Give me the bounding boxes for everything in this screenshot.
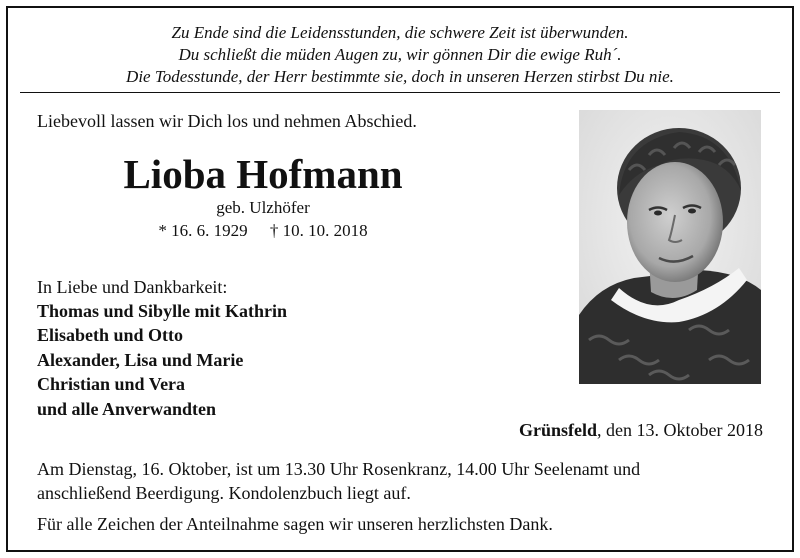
place: Grünsfeld (519, 420, 598, 440)
date: , den 13. Oktober 2018 (597, 420, 763, 440)
mourners-label: In Liebe und Dankbarkeit: (37, 277, 228, 297)
death-date: † 10. 10. 2018 (269, 221, 368, 240)
poem-line: Du schließt die müden Augen zu, wir gönnen Dir die ewige Ruh´. (178, 45, 622, 64)
portrait-photo (579, 110, 761, 384)
service-info (37, 457, 772, 505)
mourners-list (37, 299, 287, 421)
mourner-entry: Elisabeth und Otto (37, 325, 184, 346)
place-date (519, 420, 763, 441)
birth-date: * 16. 6. 1929 (158, 221, 248, 240)
poem-line: Die Todesstunde, der Herr bestimmte sie, doch in unseren Herzen stirbst Du nie. (126, 67, 674, 86)
poem-line: Zu Ende sind die Leidensstunden, die schwere Zeit ist überwunden. (171, 23, 629, 42)
service-line: Am Dienstag, 16. Oktober, ist um 13.30 Uhr Rosenkranz, 14.00 Uhr Seelenamt und (37, 459, 641, 479)
life-dates (0, 221, 526, 241)
born-name: geb. Ulzhöfer (216, 198, 310, 217)
mourner-entry: und alle Anverwandten (37, 398, 217, 419)
mourner-entry: Christian und Vera (37, 374, 186, 395)
divider (20, 92, 780, 93)
deceased-name: Lioba Hofmann (123, 151, 403, 197)
mourner-entry: Thomas und Sibylle mit Kathrin (37, 301, 288, 321)
closing-thanks: Für alle Zeichen der Anteilnahme sagen wir unseren herzlichsten Dank. (37, 514, 553, 534)
intro-text: Liebevoll lassen wir Dich los und nehmen Abschied. (37, 111, 417, 131)
portrait-illustration (579, 110, 761, 384)
poem (0, 22, 800, 88)
mourner-entry: Alexander, Lisa und Marie (37, 349, 244, 370)
service-line: anschließend Beerdigung. Kondolenzbuch liegt auf. (37, 483, 411, 503)
